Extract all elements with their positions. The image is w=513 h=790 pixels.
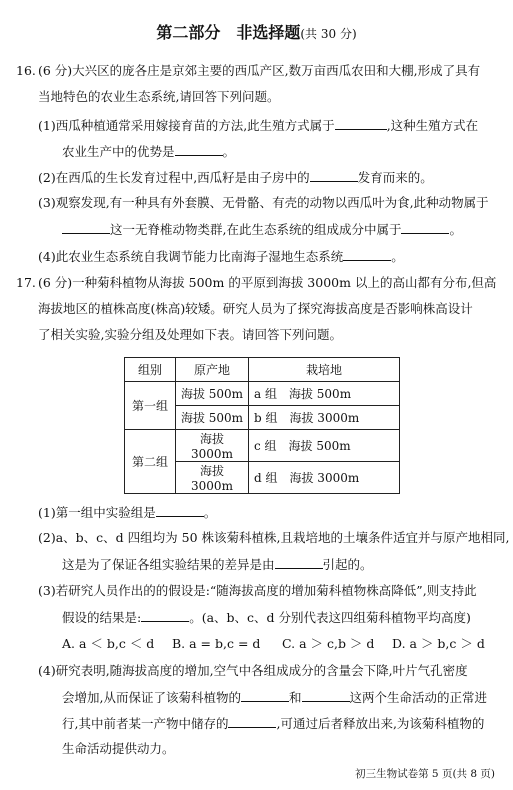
q17-part4-line1: (4)研究表明,随海拔高度的增加,空气中各组成成分的含量会下降,叶片气孔密度 [38,663,468,678]
table-cell-origin: 海拔 500m [176,382,249,406]
q17-option-d: D. a ＞ b,c ＞ d [392,636,485,651]
q17-part3-text-c: 。(a、b、c、d 分别代表这四组菊科植物平均高度) [189,610,471,625]
q17-part4-text-c: 和 [288,690,302,705]
q17-number: 17. [16,275,36,290]
q17-part4-text-d: 这两个生命活动的正常进 [349,690,488,705]
q17-part1-text-b: 。 [203,505,217,520]
answer-blank [241,690,289,702]
experiment-table [124,357,400,494]
section-title [0,20,513,43]
q16-part4-text-a: (4)此农业生态系统自我调节能力比南海子湿地生态系统 [38,249,344,264]
q16-part3-text-b: 这一无脊椎动物类群,在此生态系统的组成成分中属于 [110,222,402,237]
q17-part4-text-e: 行,其中前者某一产物中储存的 [62,716,229,731]
q17-stem-line1: (6 分)一种菊科植物从海拔 500m 的平原到海拔 3000m 以上的高山都有分布,但高 [38,275,497,290]
answer-blank [156,505,204,517]
q16-part1-line2 [62,144,235,159]
q17-stem-line2: 海拔地区的植株高度(株高)较矮。研究人员为了探究海拔高度是否影响株高设计 [38,301,473,316]
q16-part4-text-b: 。 [391,249,404,264]
q17-option-b: B. a = b,c = d [172,636,261,651]
q16-stem-line1: (6 分)大兴区的庞各庄是京郊主要的西瓜产区,数万亩西瓜农田和大棚,形成了具有 [38,63,481,78]
q17-part4-text-f: ,可通过后者释放出来,为该菊科植物的 [276,716,485,731]
q16-part2-text-b: 发育而来的。 [357,170,433,185]
q16-part3-text-c: 。 [449,222,462,237]
table-cell-culture: d 组 海拔 3000m [249,462,400,494]
table-group-cell: 第二组 [125,430,176,494]
q17-part1-text-a: (1)第一组中实验组是 [38,505,156,520]
q16-part1-text-d: 。 [222,144,236,159]
table-cell-origin: 海拔 3000m [176,462,249,494]
q17-stem-line3: 了相关实验,实验分组及处理如下表。请回答下列问题。 [38,327,342,342]
q17-part2-text-c: 引起的。 [322,557,373,572]
q16-part2-text-a: (2)在西瓜的生长发育过程中,西瓜籽是由子房中的 [38,170,310,185]
table-row [125,382,400,406]
q17-part1 [38,505,216,520]
table-cell-culture: a 组 海拔 500m [249,382,400,406]
page-footer: 初三生物试卷第 5 页(共 8 页) [355,768,495,780]
table-cell-culture: b 组 海拔 3000m [249,406,400,430]
table-cell-origin: 海拔 3000m [176,430,249,462]
section-title-main: 第二部分 非选择题 [156,23,301,42]
q17-option-a: A. a ＜ b,c ＜ d [62,636,155,651]
q16-stem-line2: 当地特色的农业生态系统,请回答下列问题。 [38,89,280,104]
q17-part4-text-b: 会增加,从而保证了该菊科植物的 [62,690,241,705]
answer-blank [62,222,110,234]
q17-option-c: C. a ＞ c,b ＞ d [282,636,375,651]
q17-part2-line1: (2)a、b、c、d 四组均为 50 株该菊科植株,且栽培地的土壤条件适宜并与原产地相同, [38,530,510,545]
answer-blank [343,249,391,261]
q16-part1-text-b: ,这种生殖方式在 [386,118,479,133]
q16-part2 [38,170,433,185]
table-header-cell: 组别 [125,358,176,382]
table-header-row [125,358,400,382]
q16-part3-line2 [62,222,462,237]
section-title-score: (共 30 分) [300,27,357,41]
answer-blank [401,222,449,234]
q17-part4-line4: 生命活动提供动力。 [62,741,175,756]
answer-blank [310,170,358,182]
q17-part2-line2 [62,557,373,572]
q16-part3-line1: (3)观察发现,有一种具有外套膜、无骨骼、有壳的动物以西瓜叶为食,此种动物属于 [38,195,489,210]
q16-part1-text-a: (1)西瓜种植通常采用嫁接育苗的方法,此生殖方式属于 [38,118,335,133]
answer-blank [228,716,276,728]
q17-part4-line2 [62,690,487,705]
answer-blank [141,610,189,622]
table-group-cell: 第一组 [125,382,176,430]
q17-part4-line3 [62,716,484,731]
q17-part3-line1: (3)若研究人员作出的的假设是:“随海拔高度的增加菊科植物株高降低”,则支持此 [38,583,477,598]
q17-part2-text-b: 这是为了保证各组实验结果的差异是由 [62,557,275,572]
q16-part1-line1 [38,118,478,133]
answer-blank [335,118,387,130]
answer-blank [175,144,223,156]
table-cell-culture: c 组 海拔 500m [249,430,400,462]
table-cell-origin: 海拔 500m [176,406,249,430]
q16-part4 [38,249,404,264]
table-header-cell: 栽培地 [249,358,400,382]
table-row [125,430,400,462]
q16-part1-text-c: 农业生产中的优势是 [62,144,175,159]
q17-part3-text-b: 假设的结果是: [62,610,142,625]
q17-part3-line2 [62,610,471,625]
q16-number: 16. [16,63,36,78]
answer-blank [302,690,350,702]
answer-blank [275,557,323,569]
table-header-cell: 原产地 [176,358,249,382]
